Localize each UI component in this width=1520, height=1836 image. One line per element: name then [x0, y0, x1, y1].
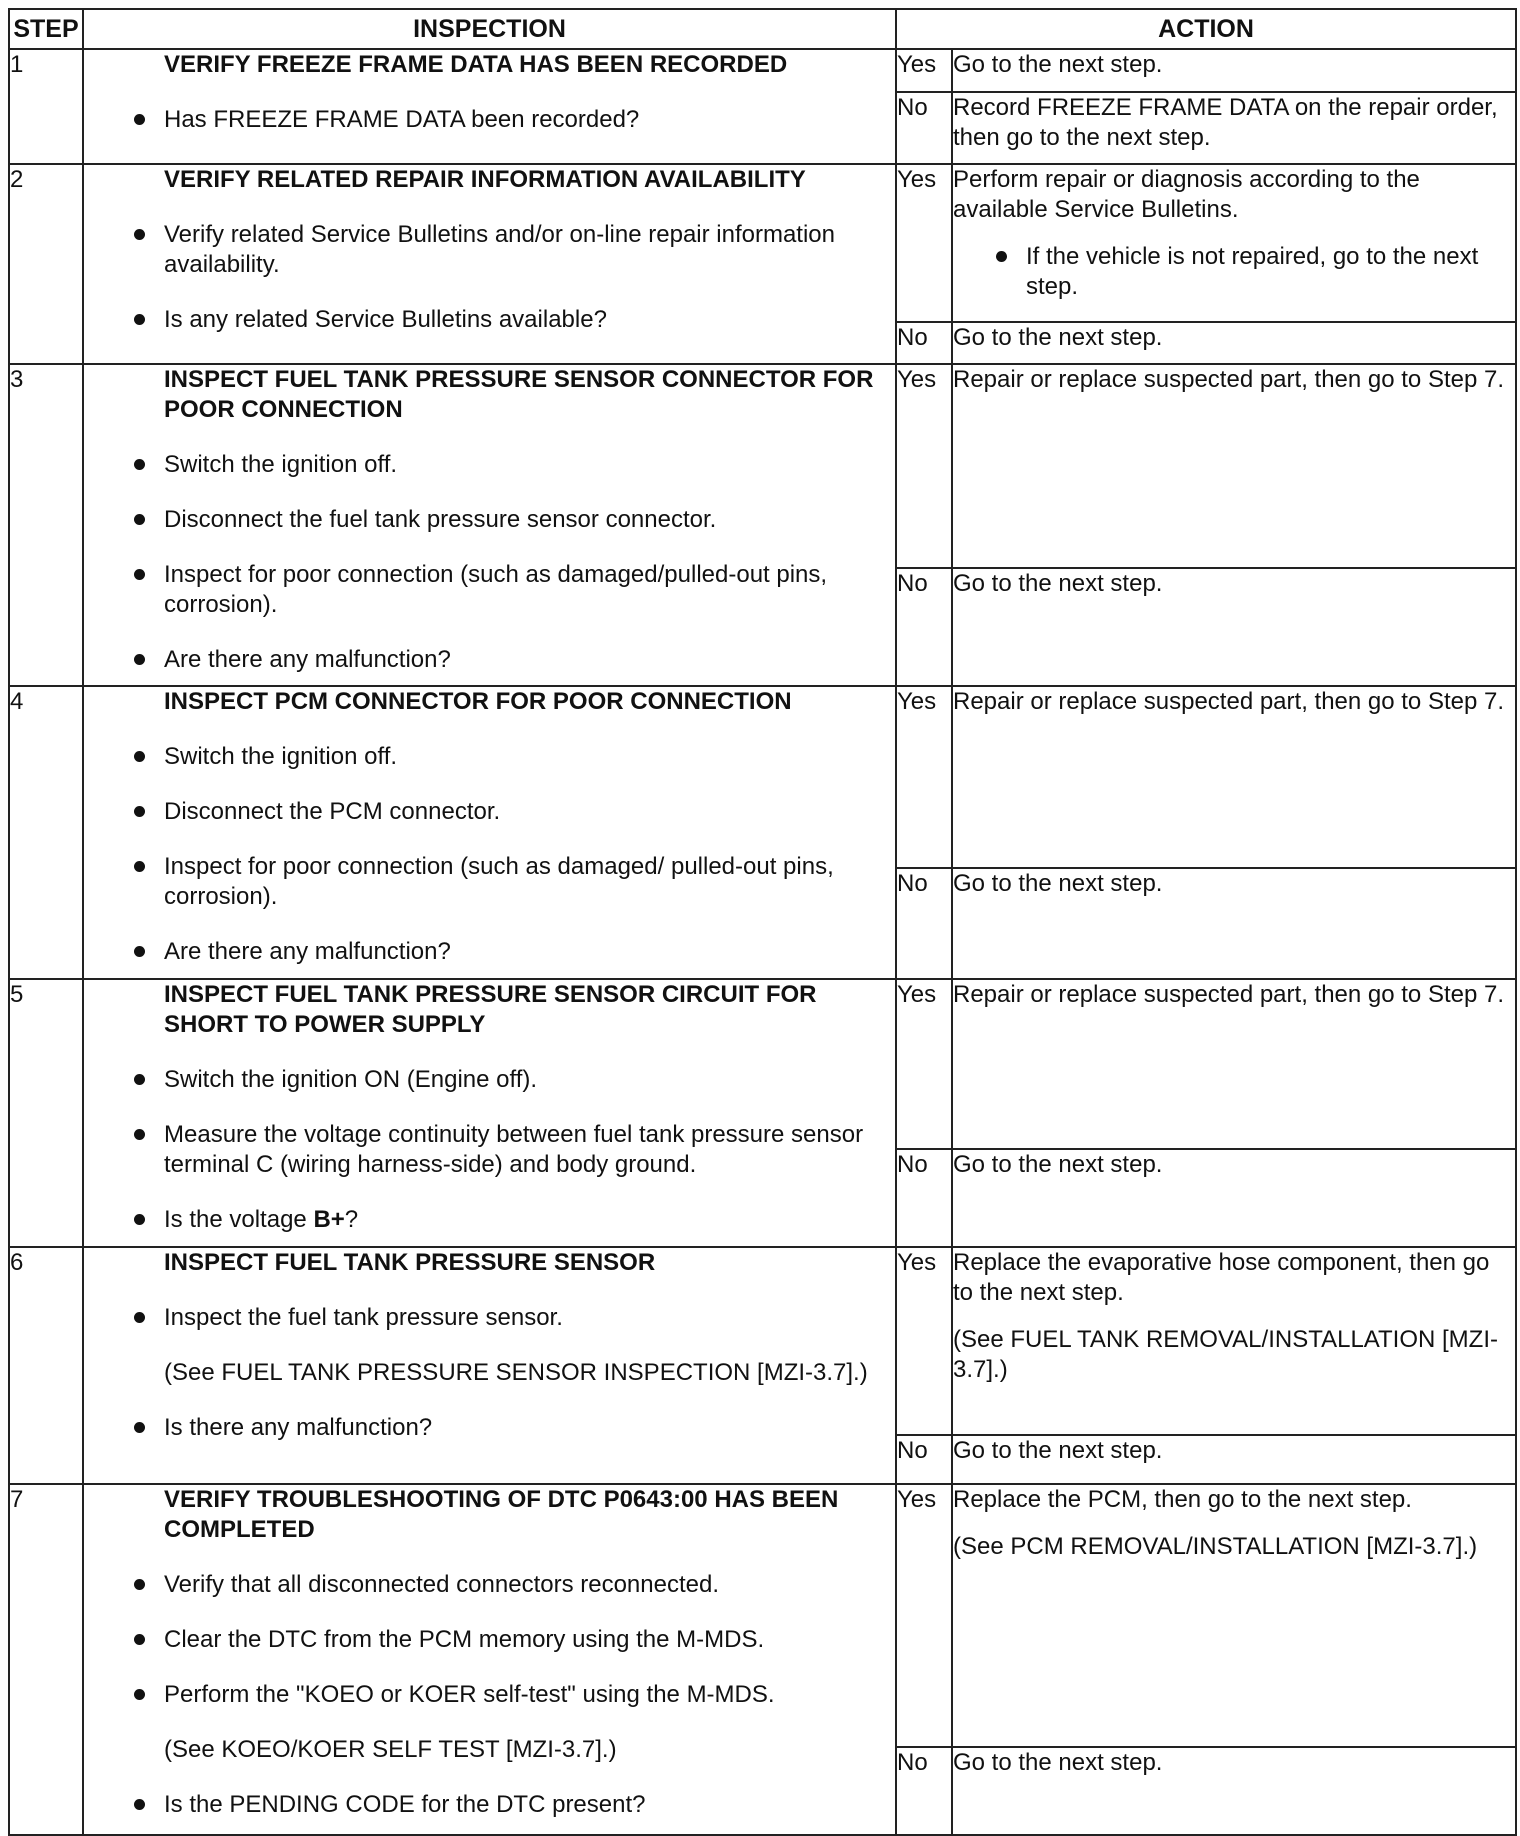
inspection-title: VERIFY FREEZE FRAME DATA HAS BEEN RECORDED — [164, 51, 788, 78]
inspection-title: INSPECT PCM CONNECTOR FOR POOR CONNECTION — [164, 688, 792, 715]
step-number: 5 — [9, 979, 83, 1247]
step-1-inspection — [83, 49, 896, 164]
inspection-bullet: Is there any malfunction? — [164, 1413, 895, 1443]
inspection-bullet: Are there any malfunction? — [164, 645, 895, 675]
no-label: No — [896, 568, 952, 686]
no-label: No — [896, 1435, 952, 1484]
inspection-bullet: Switch the ignition off. — [164, 742, 895, 772]
no-label: No — [896, 92, 952, 164]
no-action: Go to the next step. — [952, 568, 1516, 686]
inspection-bullet: Inspect for poor connection (such as damaged/ pulled-out pins, corrosion). — [164, 852, 895, 912]
yes-action: Replace the evaporative hose component, then go to the next step. — [953, 1249, 1490, 1306]
no-label: No — [896, 322, 952, 364]
inspection-bullet: Is any related Service Bulletins available? — [164, 305, 895, 335]
no-action: Go to the next step. — [952, 1435, 1516, 1484]
inspection-bullet: Inspect for poor connection (such as damaged/pulled-out pins, corrosion). — [164, 560, 895, 620]
header-action: ACTION — [896, 9, 1516, 49]
bullet-text-end: ? — [344, 1206, 359, 1233]
yes-action-cell — [952, 1484, 1516, 1747]
no-action: Go to the next step. — [952, 868, 1516, 979]
inspection-bullet: Verify that all disconnected connectors reconnected. — [164, 1570, 895, 1600]
inspection-title: INSPECT FUEL TANK PRESSURE SENSOR CONNECTOR FOR POOR CONNECTION — [164, 366, 874, 423]
yes-label: Yes — [896, 979, 952, 1149]
yes-label: Yes — [896, 686, 952, 868]
yes-action-cell — [952, 164, 1516, 322]
yes-action: Repair or replace suspected part, then go to Step 7. — [952, 364, 1516, 568]
no-action: Go to the next step. — [952, 1149, 1516, 1247]
inspection-bullet: Disconnect the PCM connector. — [164, 797, 895, 827]
inspection-note: (See FUEL TANK PRESSURE SENSOR INSPECTION [MZI-3.7].) — [164, 1359, 868, 1386]
inspection-bullet — [164, 1205, 895, 1235]
step-4-yes-row — [9, 686, 1516, 868]
inspection-note: (See KOEO/KOER SELF TEST [MZI-3.7].) — [164, 1736, 617, 1763]
inspection-bullet: Disconnect the fuel tank pressure sensor connector. — [164, 505, 895, 535]
inspection-title: INSPECT FUEL TANK PRESSURE SENSOR — [164, 1249, 656, 1276]
no-action: Record FREEZE FRAME DATA on the repair order, then go to the next step. — [952, 92, 1516, 164]
step-4-inspection — [83, 686, 896, 979]
step-5-yes-row — [9, 979, 1516, 1149]
yes-action-bullet: If the vehicle is not repaired, go to the next step. — [1026, 242, 1515, 302]
step-3-inspection — [83, 364, 896, 686]
yes-label: Yes — [896, 49, 952, 92]
inspection-bullet: Verify related Service Bulletins and/or on-line repair information availability. — [164, 220, 895, 280]
inspection-bullet: Switch the ignition off. — [164, 450, 895, 480]
step-number: 4 — [9, 686, 83, 979]
step-5-inspection — [83, 979, 896, 1247]
step-2-yes-row — [9, 164, 1516, 322]
yes-label: Yes — [896, 364, 952, 568]
step-number: 3 — [9, 364, 83, 686]
step-6-inspection — [83, 1247, 896, 1484]
no-label: No — [896, 868, 952, 979]
inspection-title: INSPECT FUEL TANK PRESSURE SENSOR CIRCUIT FOR SHORT TO POWER SUPPLY — [164, 981, 817, 1038]
step-2-inspection — [83, 164, 896, 364]
header-inspection: INSPECTION — [83, 9, 896, 49]
bullet-text: Is the voltage — [164, 1206, 314, 1233]
inspection-bullet: Has FREEZE FRAME DATA been recorded? — [164, 105, 895, 135]
yes-action: Perform repair or diagnosis according to the available Service Bulletins. — [953, 166, 1420, 223]
inspection-bullet: Perform the "KOEO or KOER self-test" using the M-MDS. — [164, 1680, 895, 1710]
step-3-yes-row — [9, 364, 1516, 568]
yes-action: Repair or replace suspected part, then go to Step 7. — [952, 686, 1516, 868]
inspection-bullet: Inspect the fuel tank pressure sensor. — [164, 1303, 895, 1333]
inspection-bullet: Switch the ignition ON (Engine off). — [164, 1065, 895, 1095]
yes-action: Replace the PCM, then go to the next step. — [953, 1486, 1412, 1513]
no-label: No — [896, 1747, 952, 1835]
yes-label: Yes — [896, 1247, 952, 1435]
header-row — [9, 9, 1516, 49]
no-action: Go to the next step. — [952, 1747, 1516, 1835]
yes-action: Go to the next step. — [952, 49, 1516, 92]
inspection-bullet: Are there any malfunction? — [164, 937, 895, 967]
inspection-bullet: Clear the DTC from the PCM memory using the M-MDS. — [164, 1625, 895, 1655]
inspection-title: VERIFY RELATED REPAIR INFORMATION AVAILABILITY — [164, 166, 806, 193]
yes-action-note: (See PCM REMOVAL/INSTALLATION [MZI-3.7].) — [953, 1533, 1478, 1560]
yes-action-note: (See FUEL TANK REMOVAL/INSTALLATION [MZI-3.7].) — [953, 1326, 1498, 1383]
step-number: 7 — [9, 1484, 83, 1835]
inspection-title: VERIFY TROUBLESHOOTING OF DTC P0643:00 HAS BEEN COMPLETED — [164, 1486, 839, 1543]
step-number: 6 — [9, 1247, 83, 1484]
step-number: 1 — [9, 49, 83, 164]
step-7-yes-row — [9, 1484, 1516, 1747]
yes-action-cell — [952, 1247, 1516, 1435]
yes-label: Yes — [896, 1484, 952, 1747]
inspection-bullet: Measure the voltage continuity between fuel tank pressure sensor terminal C (wiring harness-side) and body ground. — [164, 1120, 895, 1180]
step-6-yes-row — [9, 1247, 1516, 1435]
diagnostic-procedure-table — [8, 8, 1517, 1836]
step-7-inspection — [83, 1484, 896, 1835]
yes-label: Yes — [896, 164, 952, 322]
no-label: No — [896, 1149, 952, 1247]
no-action: Go to the next step. — [952, 322, 1516, 364]
step-number: 2 — [9, 164, 83, 364]
voltage-value: B+ — [313, 1206, 345, 1233]
inspection-bullet: Is the PENDING CODE for the DTC present? — [164, 1790, 895, 1820]
header-step: STEP — [9, 9, 83, 49]
yes-action: Repair or replace suspected part, then go to Step 7. — [952, 979, 1516, 1149]
step-1-yes-row — [9, 49, 1516, 92]
